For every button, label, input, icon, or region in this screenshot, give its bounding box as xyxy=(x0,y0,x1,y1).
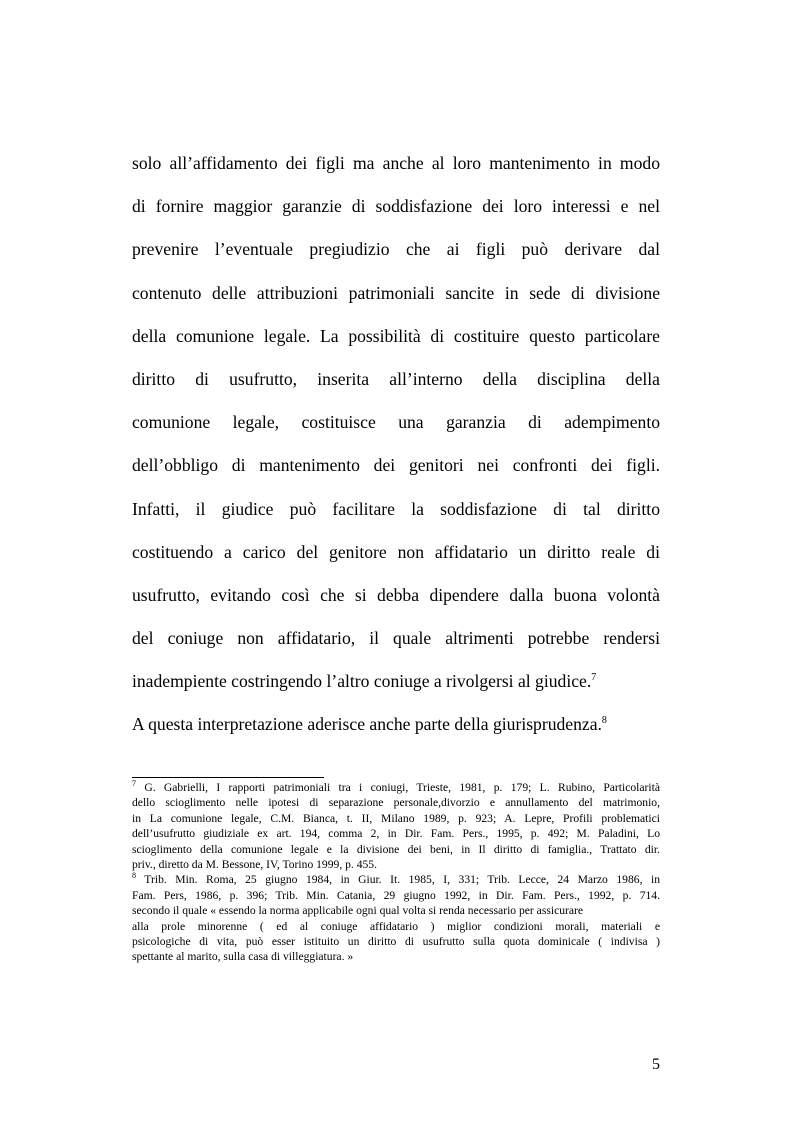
body-line: costituendo a carico del genitore non affidatario un diritto reale di xyxy=(132,541,660,562)
body-text xyxy=(132,142,660,747)
footnote-8-line: alla prole minorenne ( ed al coniuge affidatario ) miglior condizioni morali, materiali e xyxy=(132,919,660,933)
footnote-8-line xyxy=(132,872,660,887)
body-line: dell’obbligo di mantenimento dei genitori nei confronti dei figli. xyxy=(132,455,660,476)
footnote-7-line: in La comunione legale, C.M. Bianca, t. II, Milano 1989, p. 923; A. Lepre, Profili problematici xyxy=(132,811,660,825)
footnotes xyxy=(132,780,660,965)
body-line: contenuto delle attribuzioni patrimoniali sancite in sede di divisione xyxy=(132,282,660,303)
body-line: del coniuge non affidatario, il quale altrimenti potrebbe rendersi xyxy=(132,628,660,649)
body-line: di fornire maggior garanzie di soddisfazione dei loro interessi e nel xyxy=(132,196,660,217)
footnote-7-mark: 7 xyxy=(132,779,136,789)
body-line-text: inadempiente costringendo l’altro coniuge a rivolgersi al giudice. xyxy=(132,671,592,692)
footnote-7-line: scioglimento della comunione legale e la divisione dei beni, in Il diritto di famiglia., Trattato dir. xyxy=(132,842,660,856)
footnote-8-line: secondo il quale « essendo la norma applicabile ogni qual volta si renda necessario per assicurare xyxy=(132,904,584,918)
footnote-7-text: G. Gabrielli, I rapporti patrimoniali tra i coniugi, Trieste, 1981, p. 179; L. Rubino, Particolarità xyxy=(136,781,660,794)
body-line: della comunione legale. La possibilità di costituire questo particolare xyxy=(132,325,660,346)
footnote-ref-8[interactable]: 8 xyxy=(601,715,607,727)
footnote-8-mark: 8 xyxy=(132,871,136,881)
body-line: prevenire l’eventuale pregiudizio che ai figli può derivare dal xyxy=(132,239,660,260)
footnote-7-line xyxy=(132,780,660,795)
body-line: solo all’affidamento dei figli ma anche al loro mantenimento in modo xyxy=(132,153,660,173)
footnote-8-line: psicologiche di vita, può esser istituito un diritto di usufrutto sulla quota dominicale ( indivisa ) xyxy=(132,934,660,948)
footnote-7-line: dello scioglimento nelle ipotesi di separazione personale,divorzio e annullamento del matrimonio, xyxy=(132,796,660,810)
footnote-8-line: spettante al marito, sulla casa di villeggiatura. » xyxy=(132,950,354,964)
body-line-with-footnote-ref xyxy=(132,703,660,746)
footnote-8-text: Trib. Min. Roma, 25 giugno 1984, in Giur. It. 1985, I, 331; Trib. Lecce, 24 Marzo 1986, in xyxy=(136,873,660,887)
footnote-separator xyxy=(132,777,324,778)
body-line: comunione legale, costituisce una garanzia di adempimento xyxy=(132,412,660,433)
footnote-7-line: dell’usufrutto giudiziale ex art. 194, comma 2, in Dir. Fam. Pers., 1995, p. 492; M. Paladini, Lo xyxy=(132,827,660,841)
footnote-ref-7[interactable]: 7 xyxy=(591,672,597,684)
body-line-with-footnote-ref xyxy=(132,660,660,703)
footnote-8-line: Fam. Pers, 1986, p. 396; Trib. Min. Catania, 29 giugno 1992, in Dir. Fam. Pers., 1992, p. 714. xyxy=(132,888,660,902)
footnote-7-line: priv., diretto da M. Bessone, IV, Torino 1999, p. 455. xyxy=(132,857,378,871)
body-line: usufrutto, evitando così che si debba dipendere dalla buona volontà xyxy=(132,584,660,605)
body-line: diritto di usufrutto, inserita all’interno della disciplina della xyxy=(132,368,660,389)
body-line: Infatti, il giudice può facilitare la soddisfazione di tal diritto xyxy=(132,498,660,519)
page-number: 5 xyxy=(652,1056,660,1073)
body-line-text: A questa interpretazione aderisce anche parte della giurisprudenza. xyxy=(132,714,602,735)
